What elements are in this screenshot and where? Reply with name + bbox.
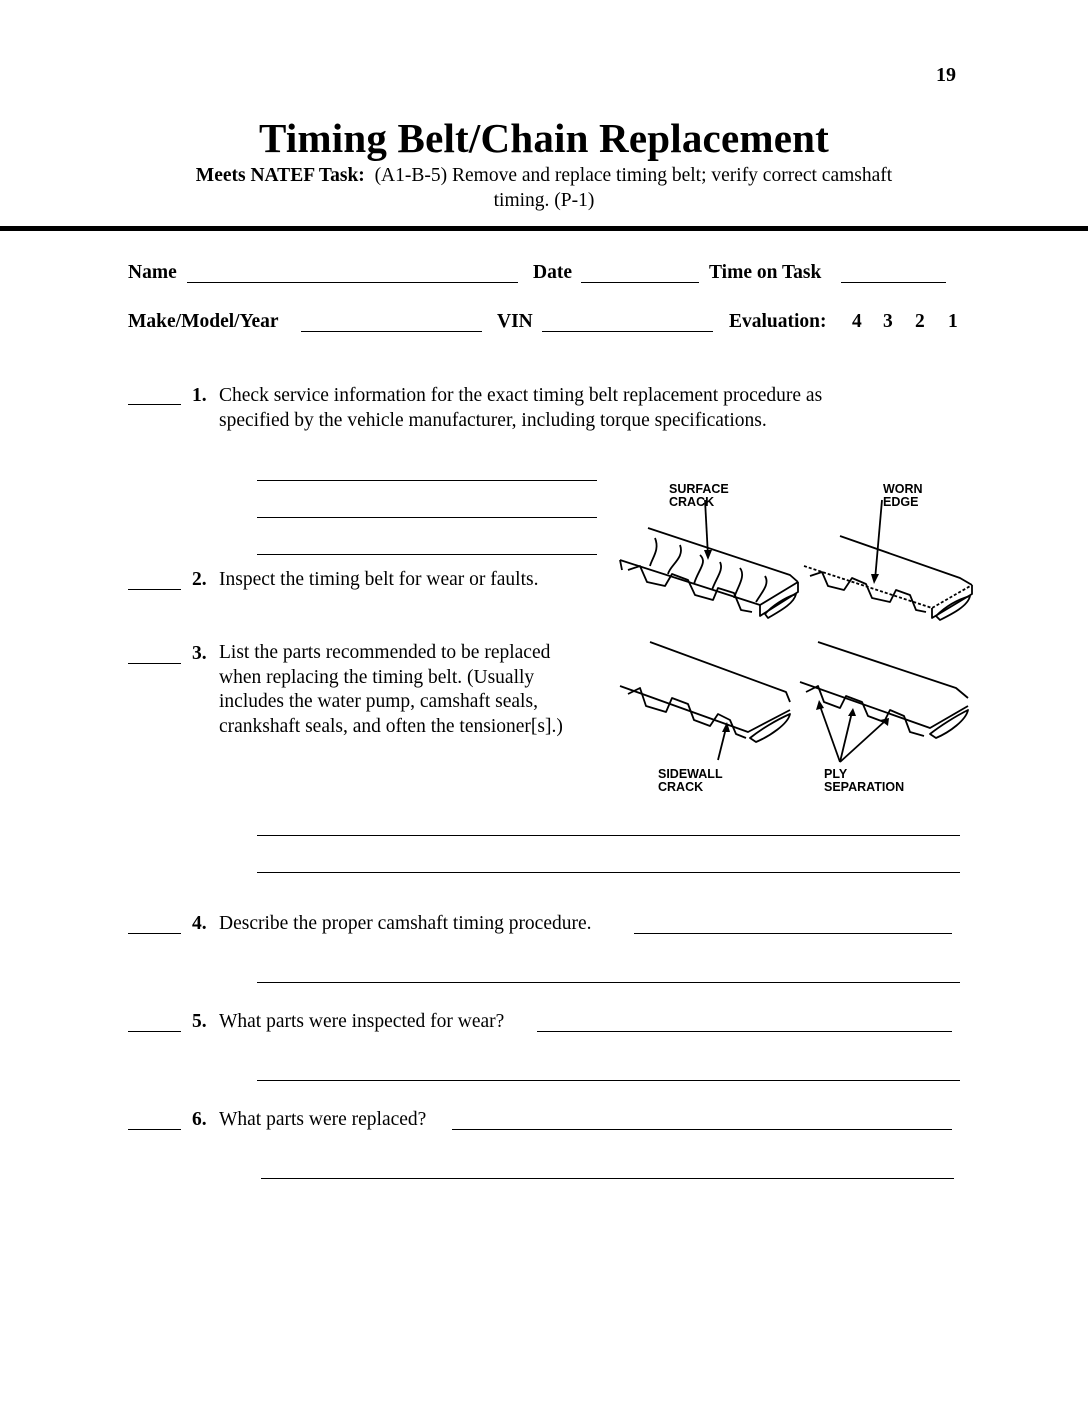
make-model-year-field[interactable] xyxy=(301,331,482,332)
item-5-text: What parts were inspected for wear? xyxy=(219,1011,505,1032)
page-number: 19 xyxy=(936,64,956,86)
evaluation-label: Evaluation: xyxy=(729,311,827,332)
evaluation-score-3[interactable]: 3 xyxy=(883,311,893,332)
item-5-answer-inline[interactable] xyxy=(537,1031,952,1032)
item-4-text: Describe the proper camshaft timing procedure. xyxy=(219,913,592,934)
item-1-answer-line-3[interactable] xyxy=(257,554,597,555)
item-4-number: 4. xyxy=(192,913,207,934)
item-6-check-blank[interactable] xyxy=(128,1129,181,1130)
label-worn-edge: WORN EDGE xyxy=(883,482,923,509)
label-surface-crack: SURFACE CRACK xyxy=(669,482,729,509)
item-3-answer-line-2[interactable] xyxy=(257,872,960,873)
header-divider xyxy=(0,226,1088,231)
item-2-check-blank[interactable] xyxy=(128,589,181,590)
item-4-answer-inline[interactable] xyxy=(634,933,952,934)
item-5-number: 5. xyxy=(192,1011,207,1032)
item-1-check-blank[interactable] xyxy=(128,404,181,405)
item-3-check-blank[interactable] xyxy=(128,663,181,664)
vin-field[interactable] xyxy=(542,331,713,332)
natef-task-label: Meets NATEF Task: xyxy=(195,165,365,186)
date-label: Date xyxy=(533,262,572,283)
natef-task-text-line2: timing. (P-1) xyxy=(493,190,595,211)
item-5-answer-line[interactable] xyxy=(257,1080,960,1081)
item-6-text: What parts were replaced? xyxy=(219,1109,427,1130)
page-title: Timing Belt/Chain Replacement xyxy=(259,115,829,161)
belt-surface-crack-icon xyxy=(600,470,990,810)
item-6-answer-line[interactable] xyxy=(261,1178,954,1179)
item-4-answer-line[interactable] xyxy=(257,982,960,983)
item-6-number: 6. xyxy=(192,1109,207,1130)
item-1-number: 1. xyxy=(192,385,207,406)
natef-task-text-line1: (A1-B-5) Remove and replace timing belt; verify correct camshaft xyxy=(374,165,893,186)
item-1-answer-line-1[interactable] xyxy=(257,480,597,481)
natef-task-subtitle xyxy=(150,163,938,213)
date-field[interactable] xyxy=(581,282,699,283)
item-4-check-blank[interactable] xyxy=(128,933,181,934)
name-label: Name xyxy=(128,262,177,283)
time-on-task-field[interactable] xyxy=(841,282,946,283)
item-1-answer-line-2[interactable] xyxy=(257,517,597,518)
make-model-year-label: Make/Model/Year xyxy=(128,311,279,332)
item-3-answer-line-1[interactable] xyxy=(257,835,960,836)
timing-belt-wear-figure xyxy=(600,470,990,810)
label-sidewall-crack: SIDEWALL CRACK xyxy=(658,767,723,794)
item-6-answer-inline[interactable] xyxy=(452,1129,952,1130)
name-field[interactable] xyxy=(187,282,518,283)
evaluation-score-1[interactable]: 1 xyxy=(948,311,958,332)
evaluation-score-2[interactable]: 2 xyxy=(915,311,925,332)
item-1-text: Check service information for the exact timing belt replacement procedure as specified by the vehicle manufacturer, including torque specifications. xyxy=(219,385,823,431)
item-2-text: Inspect the timing belt for wear or faults. xyxy=(219,569,539,590)
item-3-number: 3. xyxy=(192,643,207,664)
item-3-text: List the parts recommended to be replaced when replacing the timing belt. (Usually includes the water pump, camshaft seals, crankshaft seals, and often the tensioner[s].) xyxy=(219,642,563,737)
item-5-check-blank[interactable] xyxy=(128,1031,181,1032)
evaluation-score-4[interactable]: 4 xyxy=(852,311,862,332)
time-on-task-label: Time on Task xyxy=(709,262,822,283)
vin-label: VIN xyxy=(497,311,533,332)
label-ply-separation: PLY SEPARATION xyxy=(824,767,905,794)
item-2-number: 2. xyxy=(192,569,207,590)
